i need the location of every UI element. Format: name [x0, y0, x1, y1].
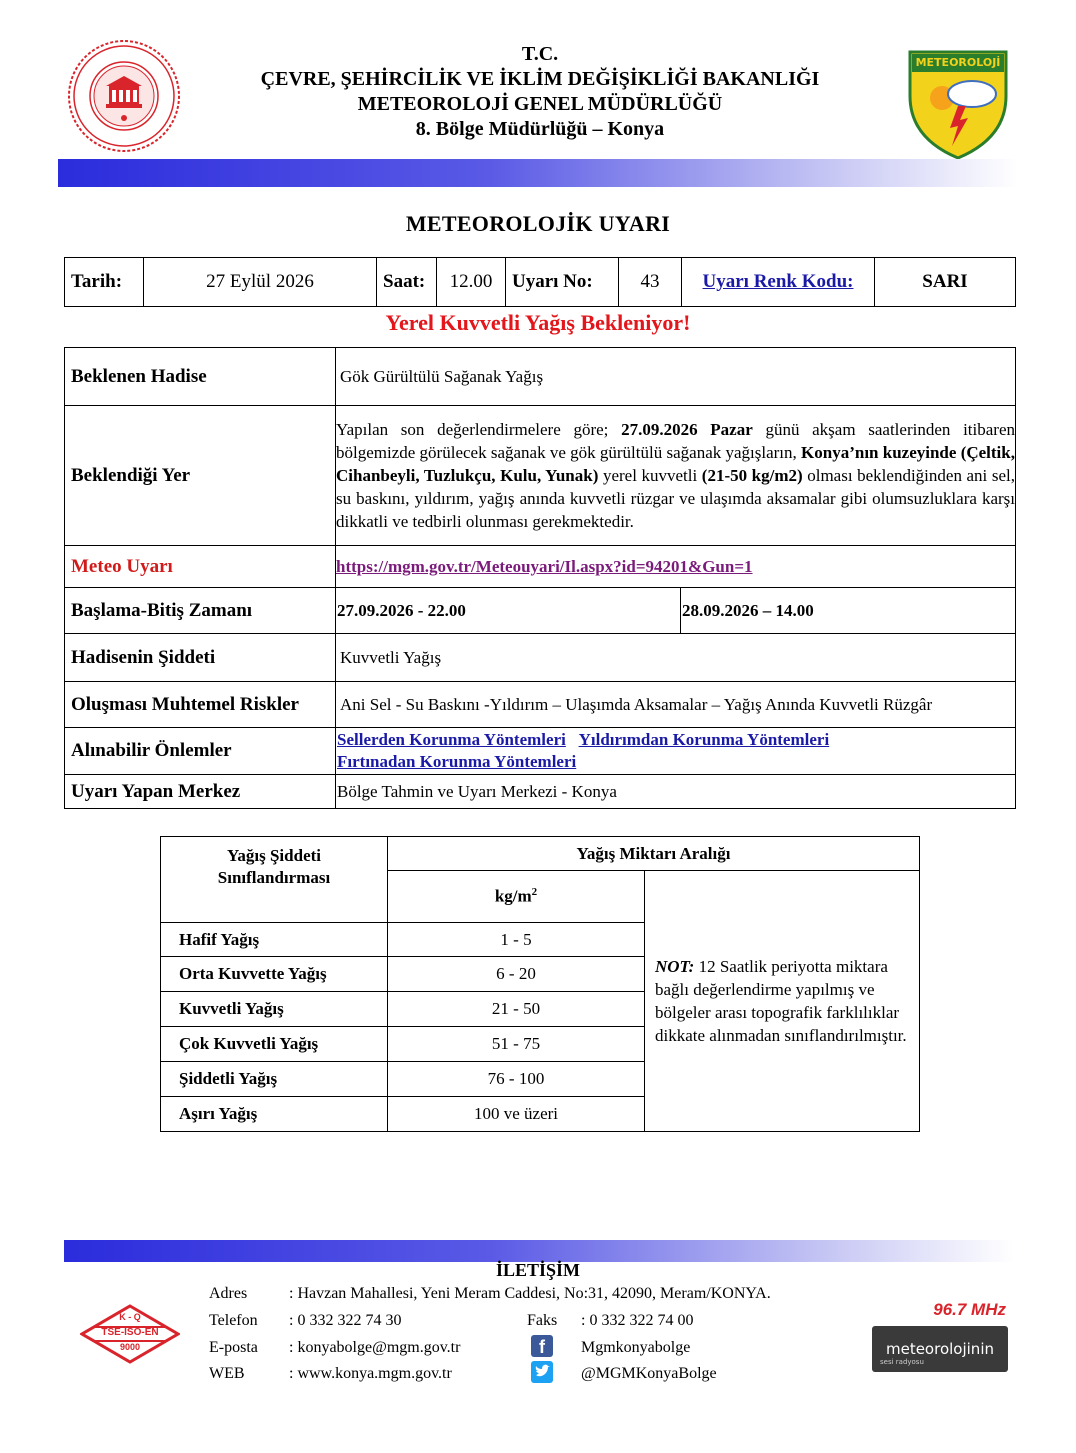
classification-header	[161, 837, 388, 923]
header-titles	[180, 42, 900, 142]
rain-class-range: 76 - 100	[388, 1062, 645, 1097]
twitter-handle[interactable]: @MGMKonyaBolge	[581, 1365, 717, 1382]
tse-line2: TSE-ISO-EN	[101, 1327, 159, 1338]
tse-logo	[80, 1304, 180, 1364]
facebook-icon[interactable]: f	[531, 1335, 553, 1357]
unit-sup: 2	[531, 886, 538, 899]
header-band	[58, 159, 1018, 187]
place-text-1: Yapılan son değerlendirmelere göre;	[336, 420, 622, 439]
warning-headline: Yerel Kuvvetli Yağış Bekleniyor!	[385, 310, 691, 335]
meteo-label: Meteo Uyarı	[65, 546, 336, 588]
rain-class-range: 51 - 75	[388, 1027, 645, 1062]
rain-class-range: 100 ve üzeri	[388, 1097, 645, 1132]
end-time: 28.09.2026 – 14.00	[681, 588, 1016, 634]
classification-header-line2: Sınıflandırması	[217, 868, 331, 887]
rain-class-name: Hafif Yağış	[161, 923, 388, 957]
phone-label: Telefon	[209, 1312, 258, 1329]
rain-class-range: 6 - 20	[388, 957, 645, 992]
note-label: NOT:	[655, 957, 695, 976]
email-value[interactable]: : konyabolge@mgm.gov.tr	[289, 1339, 461, 1356]
unit-header	[388, 871, 645, 923]
meteoroloji-logo-text: METEOROLOJİ	[915, 56, 1001, 69]
flood-protection-link[interactable]: Sellerden Korunma Yöntemleri	[337, 730, 566, 749]
date-value: 27 Eylül 2026	[144, 258, 377, 307]
storm-protection-link[interactable]: Fırtınadan Korunma Yöntemleri	[337, 752, 577, 771]
web-label: WEB	[209, 1365, 245, 1382]
note-text: 12 Saatlik periyotta miktara bağlı değerlendirme yapılmış ve bölgeler arası topografik farklılıklar dikkate alınmadan sınıflandırılmıştır.	[655, 957, 907, 1045]
center-value: Bölge Tahmin ve Uyarı Merkezi - Konya	[336, 775, 1016, 809]
rain-class-name: Çok Kuvvetli Yağış	[161, 1027, 388, 1062]
place-text-2: günü akşam saatlerinden itibaren bölgemizde görülecek sağanak ve gök gürültülü sağanak yağışların,	[336, 420, 1015, 462]
time-label: Saat:	[377, 258, 437, 307]
start-time: 27.09.2026 - 22.00	[336, 588, 681, 634]
rain-classification-table	[160, 836, 920, 1132]
warning-no-value: 43	[619, 258, 682, 307]
warning-details-table	[64, 347, 1016, 809]
email-label: E-posta	[209, 1339, 258, 1356]
color-code-value: SARI	[875, 258, 1016, 307]
severity-value: Kuvvetli Yağış	[336, 634, 1016, 682]
severity-label: Hadisenin Şiddeti	[65, 634, 336, 682]
warning-info-table	[64, 257, 1016, 307]
classification-header-line1: Yağış Şiddeti	[227, 846, 321, 865]
measures-label: Alınabilir Önlemler	[65, 728, 336, 775]
unit-base: kg/m	[494, 886, 532, 906]
rain-note	[645, 871, 920, 1132]
time-value: 12.00	[437, 258, 506, 307]
place-text-4: olması beklendiğinden ani sel, su baskını, yıldırım, yağış anında kuvvetli rüzgar ve ulaşımda aksamalar gibi olumsuzluklara karşı dikkatli ve tedbirli olunması gerekmektedir.	[336, 466, 1015, 531]
rain-class-name: Orta Kuvvette Yağış	[161, 957, 388, 992]
fax-label: Faks	[527, 1312, 558, 1329]
header-line2: ÇEVRE, ŞEHİRCİLİK VE İKLİM DEĞİŞİKLİĞİ BAKANLIĞI	[260, 68, 820, 90]
web-value[interactable]: : www.konya.mgm.gov.tr	[289, 1365, 452, 1382]
event-value: Gök Gürültülü Sağanak Yağış	[336, 348, 1016, 406]
center-label: Uyarı Yapan Merkez	[65, 775, 336, 809]
phone-value: : 0 332 322 74 30	[289, 1312, 402, 1329]
header-line4: 8. Bölge Müdürlüğü – Konya	[415, 118, 665, 140]
lightning-protection-link[interactable]: Yıldırımdan Korunma Yöntemleri	[578, 730, 830, 749]
address-value: : Havzan Mahallesi, Yeni Meram Caddesi, No:31, 42090, Meram/KONYA.	[289, 1285, 771, 1302]
rain-class-range: 1 - 5	[388, 923, 645, 957]
meteo-link-cell	[336, 546, 1016, 588]
meteo-link[interactable]: https://mgm.gov.tr/Meteouyari/Il.aspx?id=94201&Gun=1	[336, 556, 753, 576]
radio-subtitle: sesi radyosu	[880, 1358, 924, 1366]
fax-value: : 0 332 322 74 00	[581, 1312, 694, 1329]
radio-name: meteorolojinin	[885, 1340, 994, 1358]
date-label: Tarih:	[65, 258, 144, 307]
tse-line1: K - Q	[119, 1312, 141, 1322]
amount-range-header: Yağış Miktarı Aralığı	[388, 837, 920, 871]
header-line3: METEOROLOJİ GENEL MÜDÜRLÜĞÜ	[357, 93, 723, 115]
radio-frequency: 96.7 MHz	[933, 1300, 1006, 1319]
document-title: METEOROLOJİK UYARI	[405, 211, 671, 236]
rain-class-name: Aşırı Yağış	[161, 1097, 388, 1132]
place-date: 27.09.2026 Pazar	[621, 420, 753, 439]
warning-no-label: Uyarı No:	[506, 258, 619, 307]
radio-logo	[870, 1300, 1010, 1376]
risks-label: Oluşması Muhtemel Riskler	[65, 682, 336, 728]
rain-class-range: 21 - 50	[388, 992, 645, 1027]
color-code-link[interactable]: Uyarı Renk Kodu:	[702, 271, 854, 292]
place-amount: (21-50 kg/m2)	[701, 466, 803, 485]
radio-badge	[872, 1326, 1008, 1372]
header-line1: T.C.	[521, 43, 559, 65]
place-region: Konya’nın kuzeyinde (Çeltik, Cihanbeyli, Tuzlukçu, Kulu, Yunak)	[336, 443, 1015, 485]
measures-links	[336, 728, 1016, 775]
contact-title: İLETİŞİM	[495, 1260, 581, 1280]
meteoroloji-logo	[906, 48, 1010, 162]
tse-line3: 9000	[119, 1342, 141, 1352]
color-code-label-cell	[682, 258, 875, 307]
risks-value: Ani Sel - Su Baskını -Yıldırım – Ulaşımda Aksamalar – Yağış Anında Kuvvetli Rüzgâr	[336, 682, 1016, 728]
place-value	[336, 406, 1016, 546]
twitter-icon[interactable]	[531, 1361, 553, 1383]
ministry-seal	[66, 38, 182, 154]
time-range-label: Başlama-Bitiş Zamanı	[65, 588, 336, 634]
event-label: Beklenen Hadise	[65, 348, 336, 406]
place-label: Beklendiği Yer	[65, 406, 336, 546]
address-label: Adres	[209, 1285, 248, 1302]
footer-band	[64, 1240, 1014, 1262]
facebook-handle[interactable]: Mgmkonyabolge	[581, 1339, 691, 1356]
rain-class-name: Şiddetli Yağış	[161, 1062, 388, 1097]
place-text-3: yerel kuvvetli	[598, 466, 702, 485]
rain-class-name: Kuvvetli Yağış	[161, 992, 388, 1027]
